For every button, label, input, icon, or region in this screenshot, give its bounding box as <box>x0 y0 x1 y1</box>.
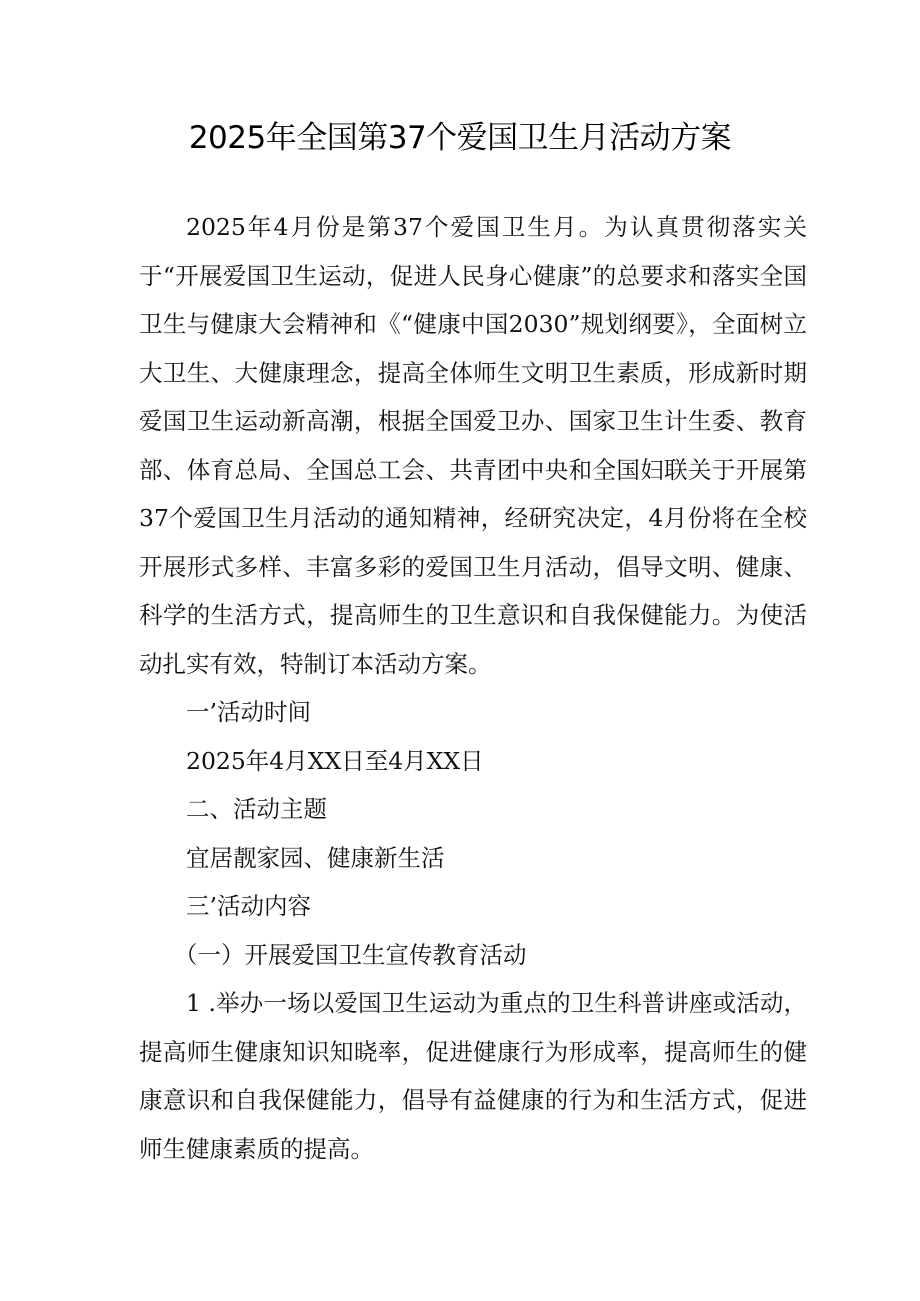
section-3-subheading: （一）开展爱国卫生宣传教育活动 <box>174 940 527 969</box>
section-2-heading: 二、活动主题 <box>186 795 327 823</box>
intro-paragraph: 2025年4月份是第37个爱国卫生月。为认真贯彻落实关于“开展爱国卫生运动，促进人民身心健康”的总要求和落实全国卫生与健康大会精神和《“健康中国2030”规划纲要》，全面树立大卫生、大健康理念，提高全体师生文明卫生素质，形成新时期爱国卫生运动新高潮，根据全国爱卫办、国家卫生计生委、教育部、体育总局、全国总工会、共青团中央和全国妇联关于开展第37个爱国卫生月活动的通知精神，经研究决定，4月份将在全校开展形式多样、丰富多彩的爱国卫生月活动，倡导文明、健康、科学的生活方式，提高师生的卫生意识和自我保健能力。为使活动扎实有效，特制订本活动方案。 <box>139 213 807 678</box>
section-3-heading: 三’活动内容 <box>186 892 311 920</box>
section-2-text: 宜居靓家园、健康新生活 <box>186 843 445 872</box>
section-1-heading: 一’活动时间 <box>186 698 311 726</box>
section-3-item-1: 1 .举办一场以爱国卫生运动为重点的卫生科普讲座或活动，提高师生健康知识知晓率，促进健康行为形成率，提高师生的健康意识和自我保健能力，倡导有益健康的行为和生活方式，促进师生健康素质的提高。 <box>139 989 807 1163</box>
document-title: 2025年全国第37个爱国卫生月活动方案 <box>188 120 732 156</box>
section-1-text: 2025年4月XX日至4月XX日 <box>186 746 484 775</box>
document-body <box>139 203 807 1173</box>
